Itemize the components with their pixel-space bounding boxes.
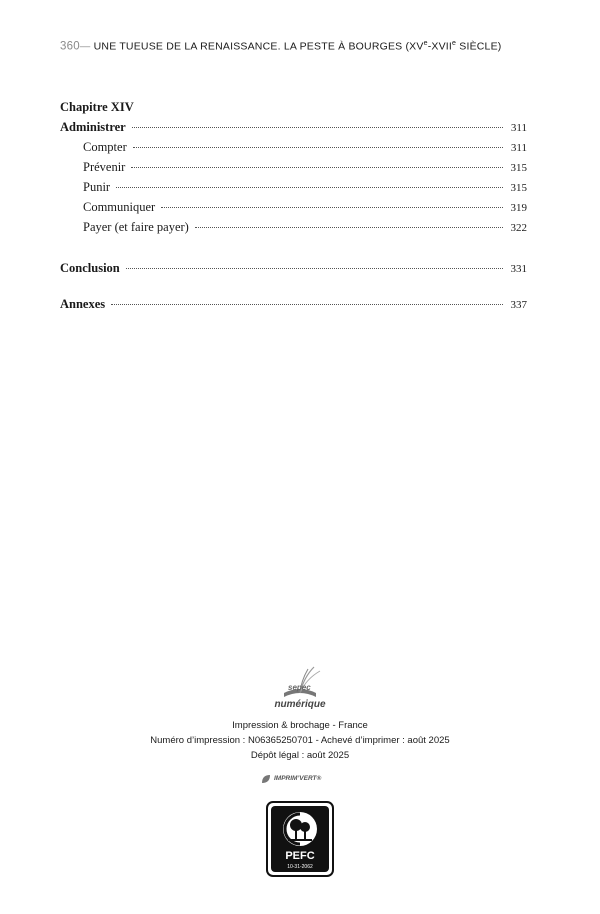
toc-entry-page: 311 [510,122,527,134]
chapter-heading: Chapitre XIV [60,100,134,114]
toc-entry-page: 311 [510,142,527,154]
toc-entry-label: Punir [83,180,111,194]
header-sup1: e [423,40,428,47]
page-number: 360 [60,40,80,53]
colophon-line-number: Numéro d’impression : N06365250701 - Achevé d’imprimer : août 2025 [150,735,450,746]
colophon-line-legal: Dépôt légal : août 2025 [250,750,350,761]
dot-leader [126,268,503,269]
header-dash: — [79,40,91,53]
toc-entry-page: 322 [510,222,527,234]
table-of-contents [60,97,527,314]
dot-leader [133,147,503,148]
header-title-part1: UNE TUEUSE DE LA RENAISSANCE. LA PESTE À BOURGES (XV [93,40,424,53]
imprim-vert-icon [260,773,272,785]
toc-entry-label: Compter [83,140,127,154]
toc-entry-page: 315 [510,182,527,194]
dot-leader [195,227,503,228]
dot-leader [132,127,503,128]
toc-entry-page: 315 [510,162,527,174]
colophon-line-printing: Impression & brochage - France [232,720,368,731]
toc-entry-payer [60,217,527,237]
toc-entry-label: Annexes [60,297,106,311]
pefc-label: PEFC [285,850,315,862]
toc-entry-annexes [60,294,527,314]
toc-entry-prevenir [60,157,527,177]
toc-entry-label: Payer (et faire payer) [83,220,189,234]
dot-leader [131,167,503,168]
printer-logo-word: numérique [274,699,326,710]
toc-entry-administrer [60,117,527,137]
pefc-logo [266,801,334,877]
imprim-vert-badge [260,772,340,788]
header-sup2: e [452,40,457,47]
toc-entry-compter [60,137,527,157]
printer-logo [270,663,330,715]
toc-entry-label: Conclusion [60,261,120,275]
header-title-part2: -XVII [427,40,453,53]
toc-entry-page: 319 [510,202,527,214]
toc-entry-conclusion [60,258,527,278]
colophon [60,718,540,763]
toc-entry-label: Administrer [60,120,126,134]
toc-entry-communiquer [60,197,527,217]
dot-leader [111,304,503,305]
toc-entry-label: Communiquer [83,200,156,214]
toc-entry-punir [60,177,527,197]
running-header [60,40,540,53]
header-title-part3: SIÈCLE) [456,40,502,53]
sepec-book-icon [270,663,330,703]
sepec-small-text: sepec [288,683,311,692]
toc-entry-page: 337 [510,299,527,311]
dot-leader [161,207,503,208]
imprim-vert-text: IMPRIM’VERT® [274,775,322,782]
dot-leader [116,187,503,188]
toc-entry-page: 331 [510,263,527,275]
pefc-code: 10-31-2062 [287,864,313,870]
toc-entry-label: Prévenir [83,160,126,174]
